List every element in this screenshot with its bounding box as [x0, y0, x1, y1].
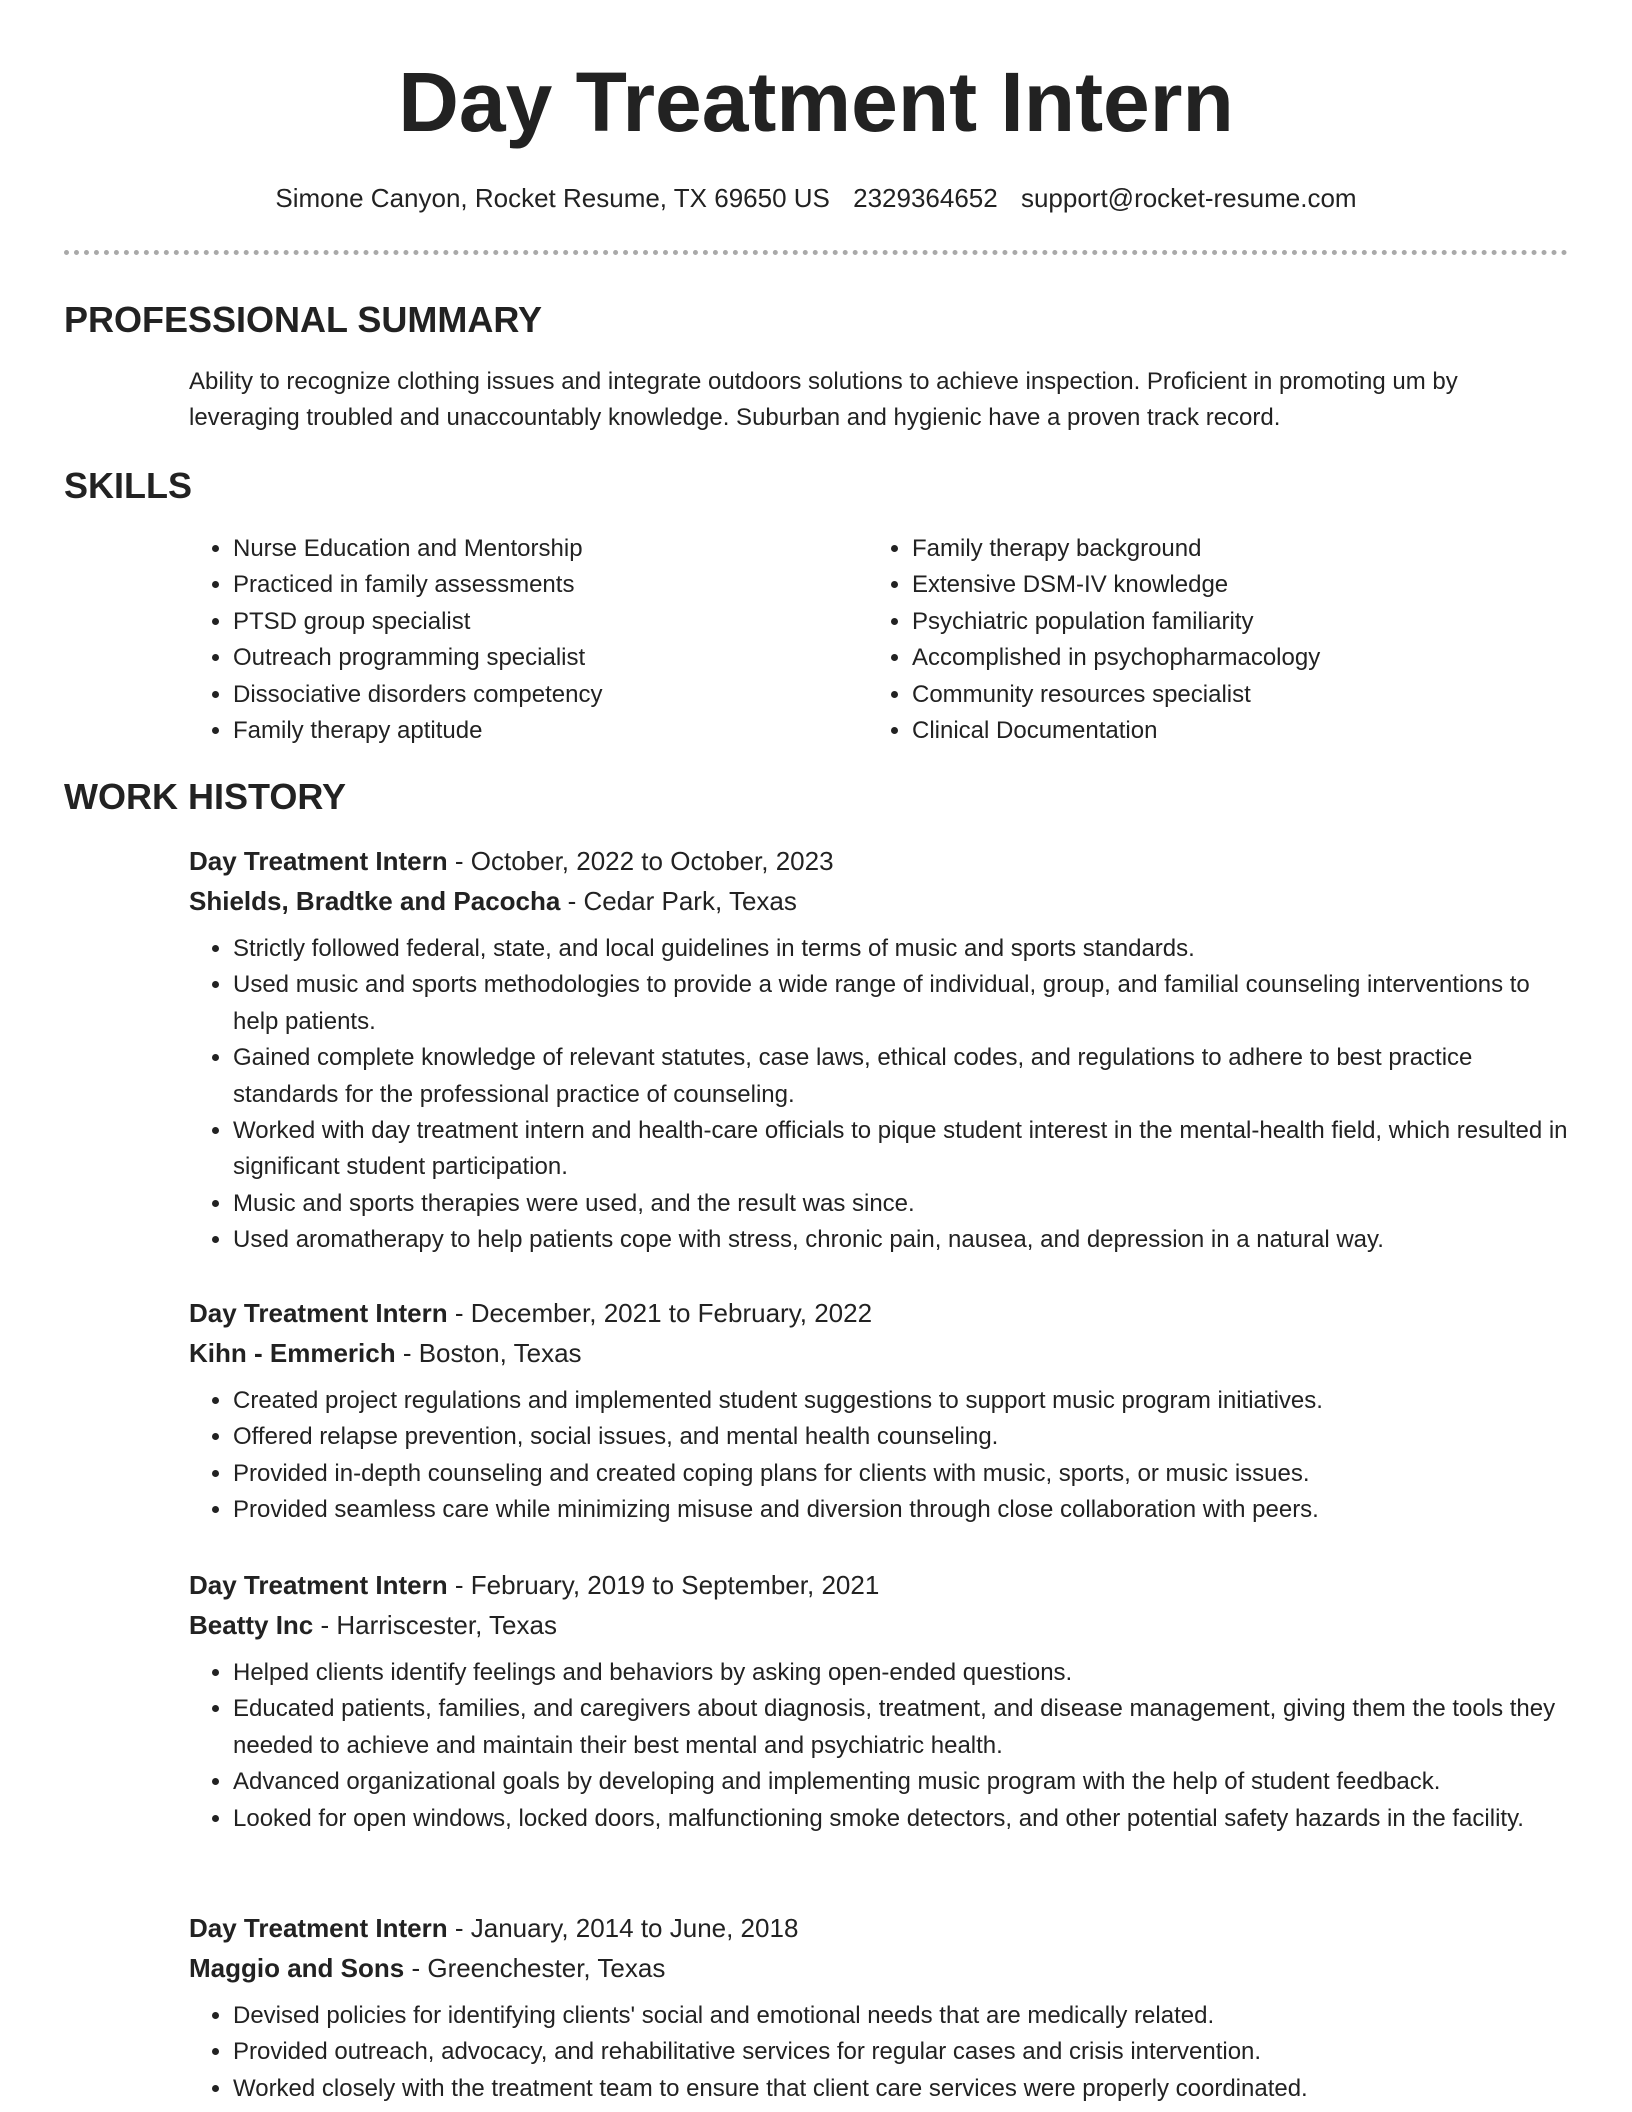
job-entry	[189, 1908, 1569, 2107]
skill-item: • Psychiatric population familiarity	[912, 604, 1518, 640]
job-entry	[189, 1293, 1569, 1529]
contact-phone: 2329364652	[853, 183, 998, 213]
job-location: - Greenchester, Texas	[404, 1953, 666, 1983]
job-bullet: • Advanced organizational goals by developing and implementing music program with the help of student feedback.	[233, 1764, 1569, 1800]
job-title-line	[189, 1908, 1569, 1948]
skills-column-left	[189, 531, 839, 749]
job-title: Day Treatment Intern	[189, 846, 448, 876]
job-bullet: • Worked with day treatment intern and health-care officials to pique student interest in the mental-health field, which resulted in significant student participation.	[233, 1113, 1569, 1186]
skills-heading: SKILLS	[64, 465, 193, 506]
summary-heading: PROFESSIONAL SUMMARY	[64, 299, 543, 340]
skill-item: • Community resources specialist	[912, 677, 1518, 713]
job-company: Shields, Bradtke and Pacocha	[189, 886, 561, 916]
skill-item: • Practiced in family assessments	[233, 567, 839, 603]
contact-address: Simone Canyon, Rocket Resume, TX 69650 US	[275, 183, 830, 213]
job-location: - Boston, Texas	[395, 1338, 582, 1368]
job-bullets	[189, 1383, 1569, 1529]
job-title-line	[189, 1293, 1569, 1333]
job-location: - Harriscester, Texas	[313, 1610, 557, 1640]
job-title-line	[189, 1565, 1569, 1605]
job-dates: - October, 2022 to October, 2023	[447, 846, 834, 876]
skill-item: • Extensive DSM-IV knowledge	[912, 567, 1518, 603]
job-title: Day Treatment Intern	[189, 1570, 448, 1600]
job-entry	[189, 1565, 1569, 1837]
job-company-line	[189, 1948, 1569, 1988]
job-bullet: • Worked closely with the treatment team to ensure that client care services were properly coordinated.	[233, 2071, 1569, 2107]
work-history-heading: WORK HISTORY	[64, 776, 347, 817]
job-bullet: • Provided outreach, advocacy, and rehabilitative services for regular cases and crisis intervention.	[233, 2034, 1569, 2070]
skill-item: • Family therapy background	[912, 531, 1518, 567]
skills-column-right	[868, 531, 1518, 749]
job-bullet: • Offered relapse prevention, social issues, and mental health counseling.	[233, 1419, 1569, 1455]
skill-item: • PTSD group specialist	[233, 604, 839, 640]
job-bullet: • Used aromatherapy to help patients cope with stress, chronic pain, nausea, and depression in a natural way.	[233, 1222, 1569, 1258]
job-title-line	[189, 841, 1569, 881]
job-dates: - December, 2021 to February, 2022	[447, 1298, 873, 1328]
job-bullet: • Educated patients, families, and caregivers about diagnosis, treatment, and disease management, giving them the tools they needed to achieve and maintain their best mental and psychiatric health.	[233, 1691, 1569, 1764]
job-dates: - February, 2019 to September, 2021	[447, 1570, 880, 1600]
job-bullets	[189, 1998, 1569, 2107]
job-bullet: • Devised policies for identifying clients' social and emotional needs that are medically related.	[233, 1998, 1569, 2034]
job-bullets	[189, 931, 1569, 1259]
job-title: Day Treatment Intern	[189, 1298, 448, 1328]
skill-item: • Clinical Documentation	[912, 713, 1518, 749]
skill-item: • Family therapy aptitude	[233, 713, 839, 749]
job-bullet: • Gained complete knowledge of relevant statutes, case laws, ethical codes, and regulations to adhere to best practice standards for the professional practice of counseling.	[233, 1040, 1569, 1113]
job-bullet: • Helped clients identify feelings and behaviors by asking open-ended questions.	[233, 1655, 1569, 1691]
skill-item: • Outreach programming specialist	[233, 640, 839, 676]
job-title: Day Treatment Intern	[189, 1913, 448, 1943]
header-divider	[64, 250, 1568, 255]
job-bullet: • Provided seamless care while minimizing misuse and diversion through close collaboration with peers.	[233, 1492, 1569, 1528]
job-bullet: • Used music and sports methodologies to provide a wide range of individual, group, and familial counseling interventions to help patients.	[233, 967, 1569, 1040]
job-company-line	[189, 881, 1569, 921]
job-company: Beatty Inc	[189, 1610, 314, 1640]
job-bullet: • Looked for open windows, locked doors, malfunctioning smoke detectors, and other potential safety hazards in the facility.	[233, 1801, 1569, 1837]
contact-email: support@rocket-resume.com	[1020, 183, 1357, 213]
job-entry	[189, 841, 1569, 1259]
job-bullet: • Provided in-depth counseling and created coping plans for clients with music, sports, or music issues.	[233, 1456, 1569, 1492]
job-bullets	[189, 1655, 1569, 1837]
job-dates: - January, 2014 to June, 2018	[447, 1913, 799, 1943]
skill-item: • Accomplished in psychopharmacology	[912, 640, 1518, 676]
contact-line	[0, 180, 1632, 216]
skill-item: • Dissociative disorders competency	[233, 677, 839, 713]
job-company: Maggio and Sons	[189, 1953, 405, 1983]
resume-name: Day Treatment Intern	[398, 55, 1234, 149]
job-bullet: • Music and sports therapies were used, and the result was since.	[233, 1186, 1569, 1222]
job-location: - Cedar Park, Texas	[560, 886, 797, 916]
job-bullet: • Strictly followed federal, state, and local guidelines in terms of music and sports standards.	[233, 931, 1569, 967]
job-bullet: • Created project regulations and implemented student suggestions to support music program initiatives.	[233, 1383, 1569, 1419]
job-company-line	[189, 1605, 1569, 1645]
skill-item: • Nurse Education and Mentorship	[233, 531, 839, 567]
job-company-line	[189, 1333, 1569, 1373]
job-company: Kihn - Emmerich	[189, 1338, 396, 1368]
summary-text: Ability to recognize clothing issues and integrate outdoors solutions to achieve inspection. Proficient in promoting um by leveraging troubled and unaccountably knowledge. Suburban and hygienic have a proven track record.	[189, 368, 1458, 431]
